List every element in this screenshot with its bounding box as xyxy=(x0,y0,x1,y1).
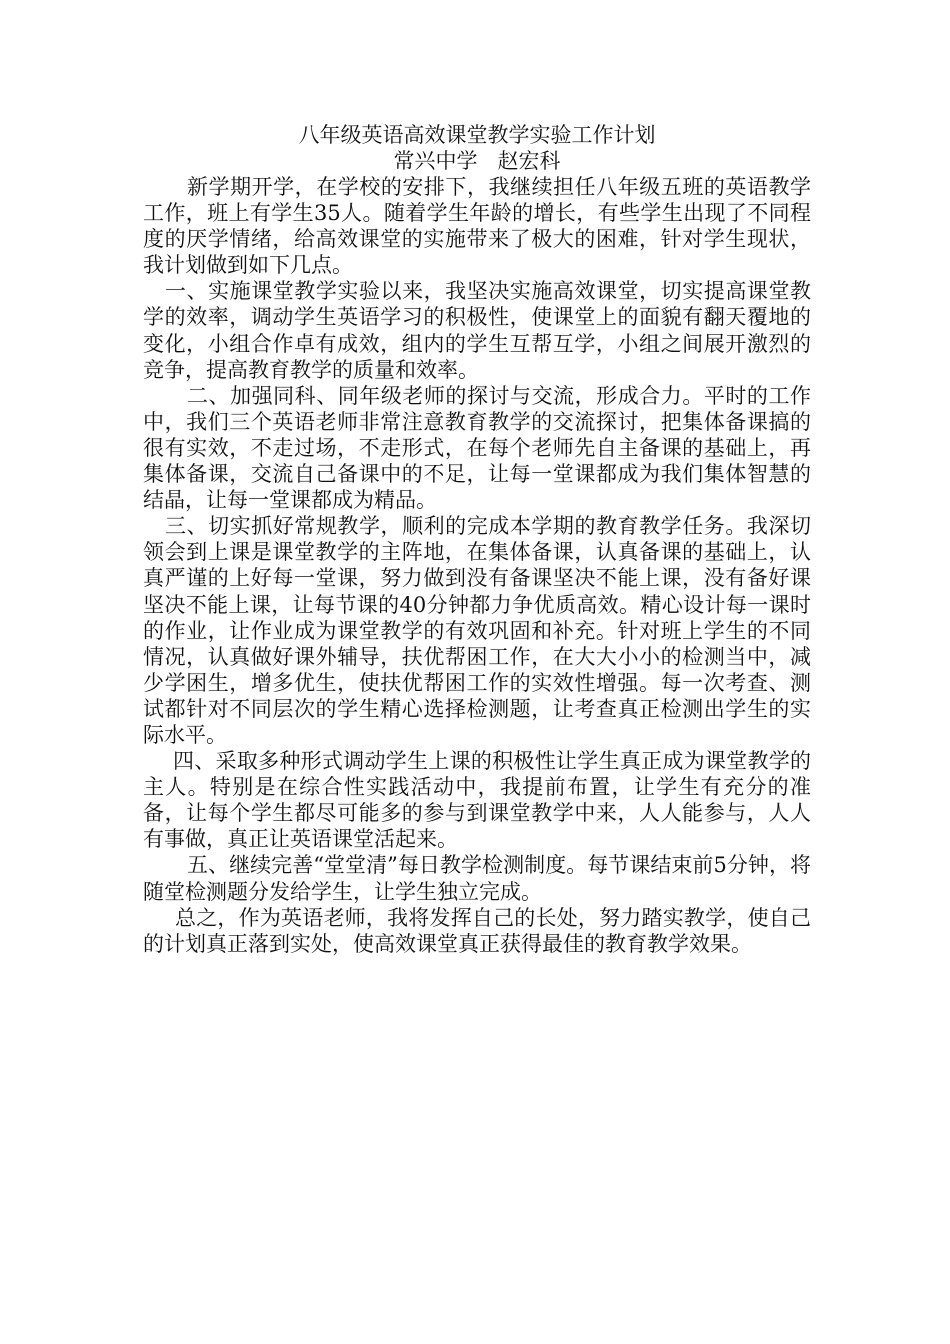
paragraph-point-2: 二、加强同科、同年级老师的探讨与交流，形成合力。平时的工作中，我们三个英语老师非常注意教育教学的交流探讨，把集体备课搞的很有实效，不走过场，不走形式，在每个老师先自主备课的基础上，再集体备课，交流自己备课中的不足，让每一堂课都成为我们集体智慧的结晶，让每一堂课都成为精品。 xyxy=(143,383,811,513)
paragraph-point-1: 一、实施课堂教学实验以来，我坚决实施高效课堂，切实提高课堂教学的效率，调动学生英语学习的积极性，使课堂上的面貌有翻天覆地的变化，小组合作卓有成效，组内的学生互帮互学，小组之间展开激烈的竞争，提高教育教学的质量和效率。 xyxy=(143,279,811,382)
document-author: 常兴中学 赵宏科 xyxy=(393,149,561,173)
paragraph-conclusion: 总之，作为英语老师，我将发挥自己的长处，努力踏实教学，使自己的计划真正落到实处，使高效课堂真正获得最佳的教育教学效果。 xyxy=(143,905,811,956)
paragraph-point-5: 五、继续完善“堂堂清”每日教学检测制度。每节课结束前5分钟，将随堂检测题分发给学生，让学生独立完成。 xyxy=(143,853,811,904)
paragraph-intro: 新学期开学，在学校的安排下，我继续担任八年级五班的英语教学工作，班上有学生35人。随着学生年龄的增长，有些学生出现了不同程度的厌学情绪，给高效课堂的实施带来了极大的困难，针对学生现状，我计划做到如下几点。 xyxy=(143,175,811,278)
document-page xyxy=(143,122,811,957)
paragraph-point-4: 四、采取多种形式调动学生上课的积极性让学生真正成为课堂教学的主人。特别是在综合性实践活动中，我提前布置，让学生有充分的准备，让每个学生都尽可能多的参与到课堂教学中来，人人能参与，人人有事做，真正让英语课堂活起来。 xyxy=(143,749,811,852)
paragraph-point-3: 三、切实抓好常规教学，顺利的完成本学期的教育教学任务。我深切领会到上课是课堂教学的主阵地，在集体备课，认真备课的基础上，认真严谨的上好每一堂课，努力做到没有备课坚决不能上课，没有备好课坚决不能上课，让每节课的40分钟都力争优质高效。精心设计每一课时的作业，让作业成为课堂教学的有效巩固和补充。针对班上学生的不同情况，认真做好课外辅导，扶优帮困工作，在大大小小的检测当中，减少学困生，增多优生，使扶优帮困工作的实效性增强。每一次考查、测试都针对不同层次的学生精心选择检测题，让考查真正检测出学生的实际水平。 xyxy=(143,514,811,747)
document-title: 八年级英语高效课堂教学实验工作计划 xyxy=(298,123,656,147)
